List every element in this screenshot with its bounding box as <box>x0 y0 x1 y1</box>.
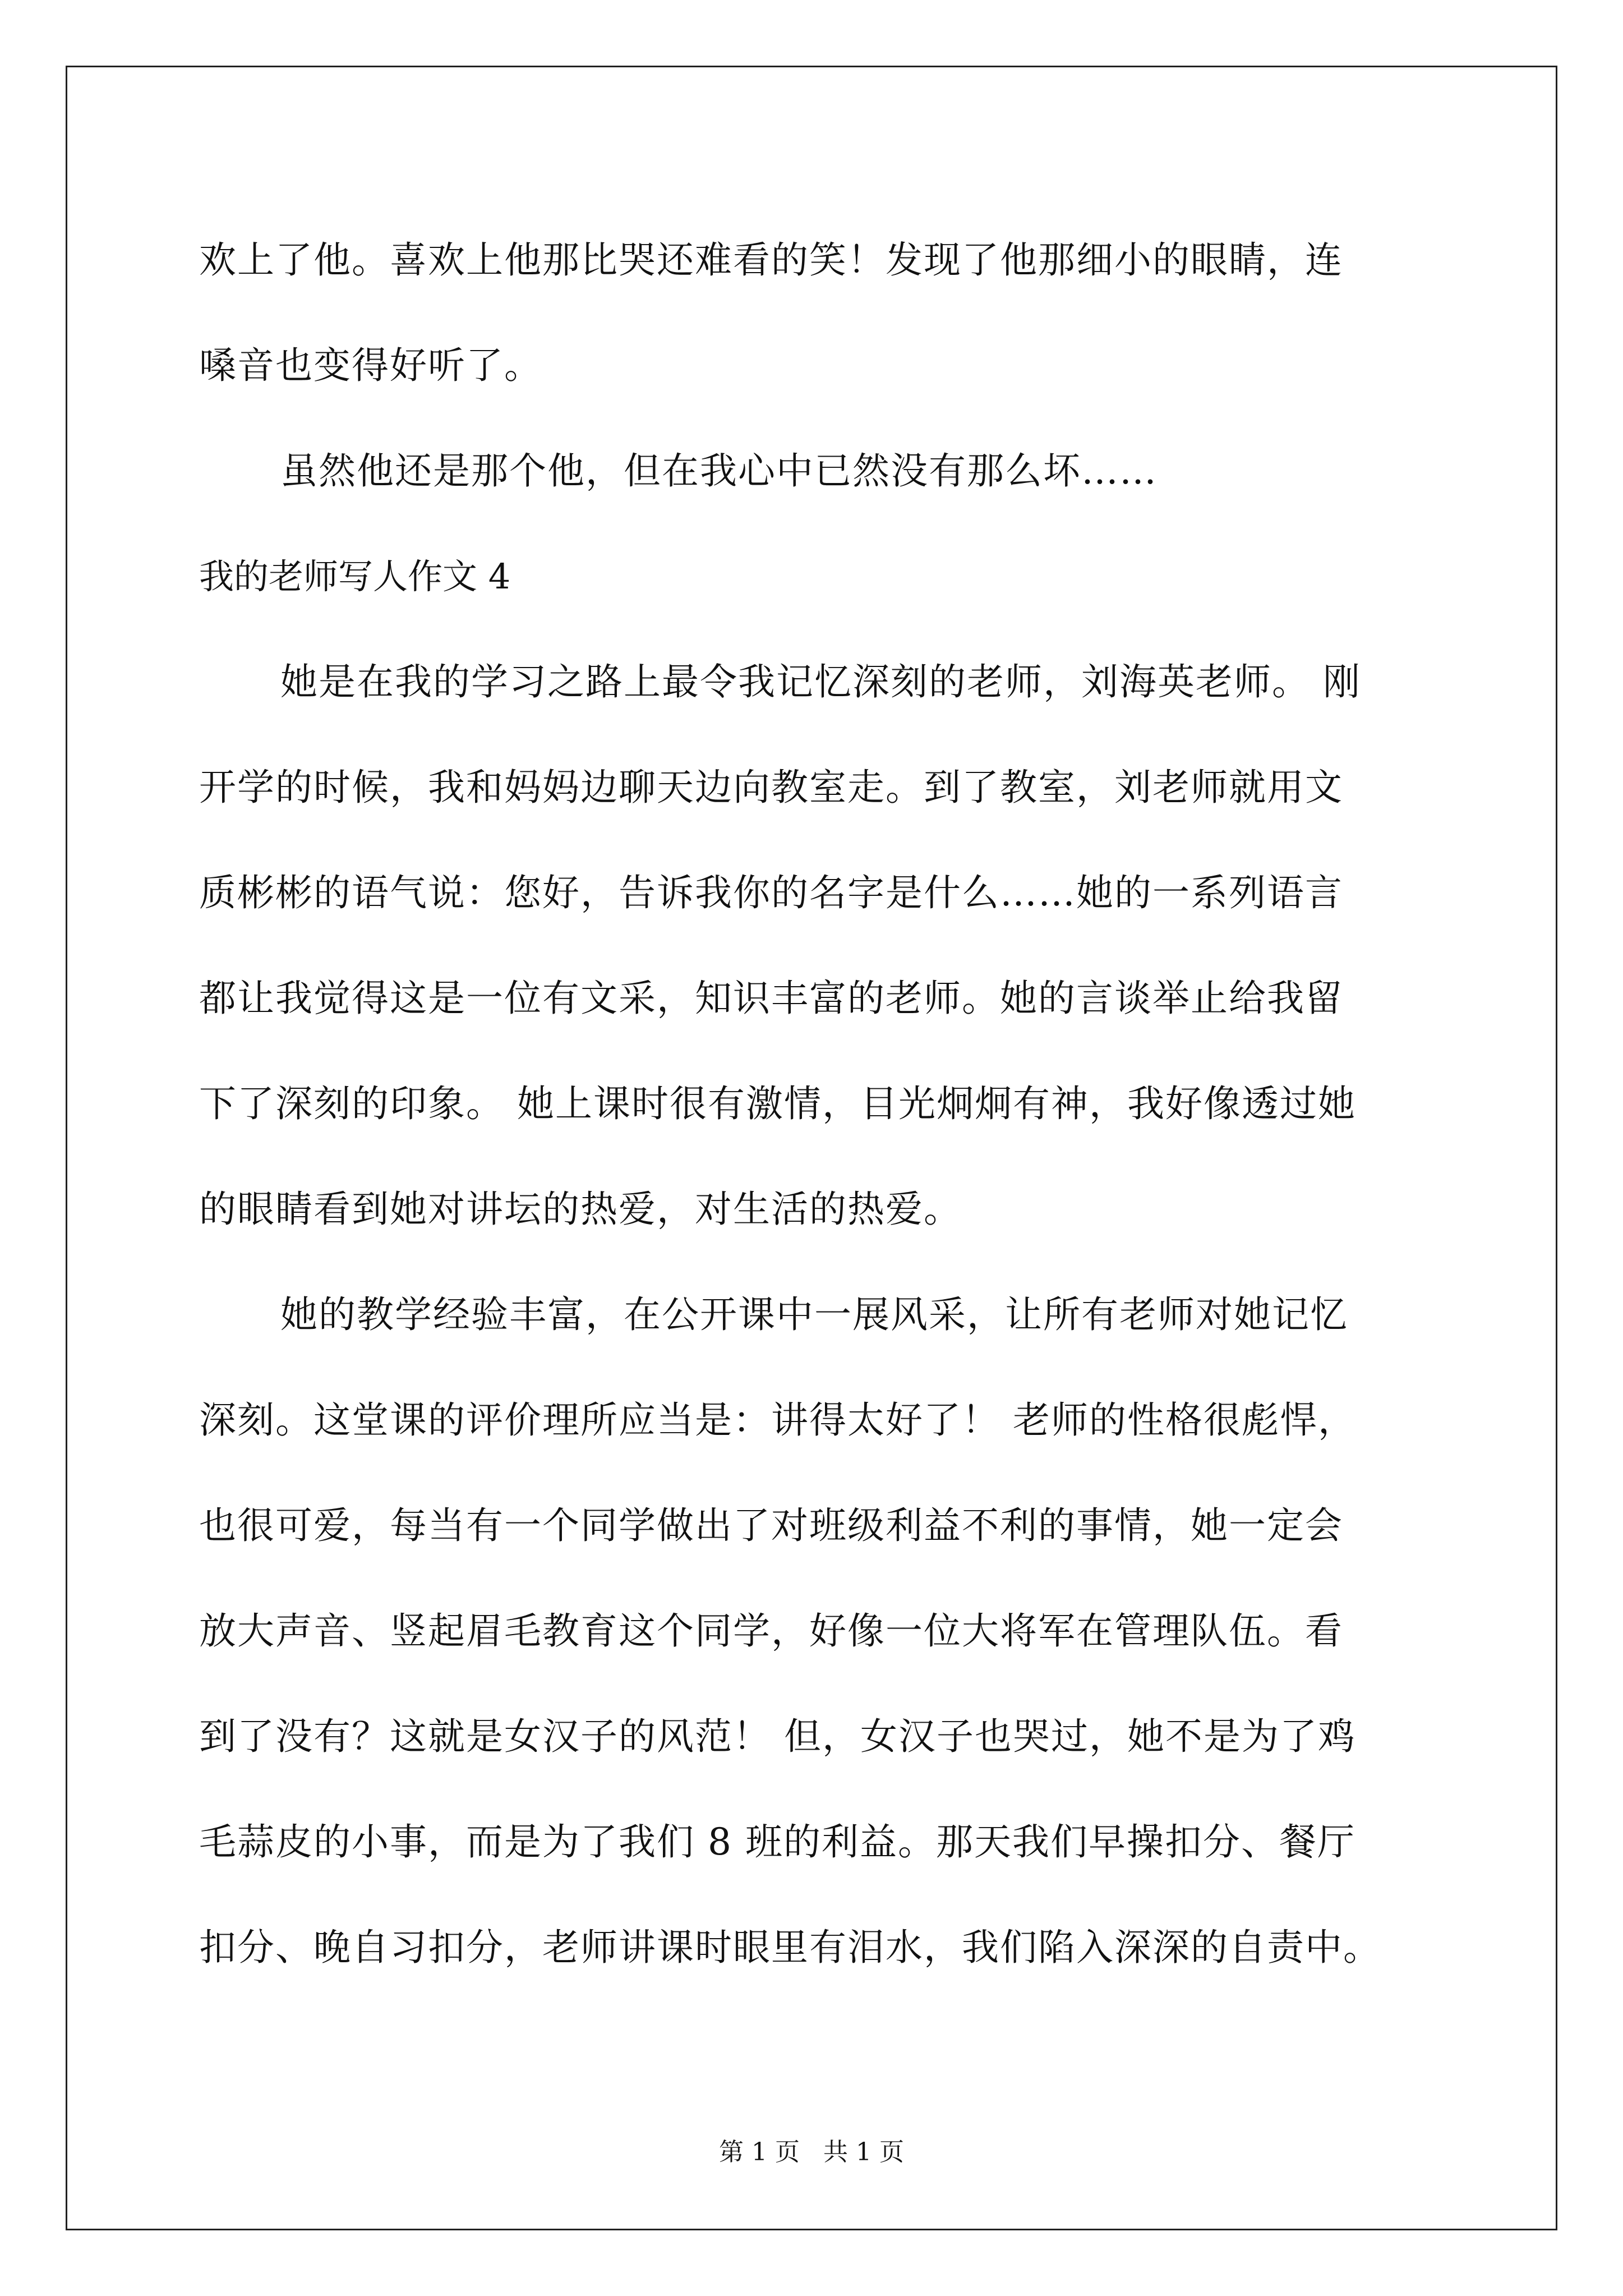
paragraph-line: 嗓音也变得好听了。 <box>199 344 542 387</box>
document-body <box>199 208 1433 2000</box>
paragraph-line: 的眼睛看到她对讲坛的热爱，对生活的热爱。 <box>199 1188 962 1231</box>
page-total: 共 1 页 <box>823 2138 904 2166</box>
paragraph-3 <box>199 629 1433 1262</box>
paragraph-line: 到了没有？这就是女汉子的风范！ 但，女汉子也哭过，她不是为了鸡 <box>199 1715 1356 1758</box>
page-number: 第 1 页 <box>719 2138 800 2166</box>
paragraph-line: 下了深刻的印象。 她上课时很有激情，目光炯炯有神，我好像透过她 <box>199 1082 1356 1125</box>
paragraph-line: 扣分、晚自习扣分，老师讲课时眼里有泪水，我们陷入深深的自责中。 <box>199 1926 1381 1969</box>
paragraph-2 <box>199 418 1433 524</box>
paragraph-line: 都让我觉得这是一位有文采，知识丰富的老师。她的言谈举止给我留 <box>199 977 1343 1020</box>
paragraph-line: 毛蒜皮的小事，而是为了我们 8 班的利益。那天我们早操扣分、餐厅 <box>199 1820 1355 1864</box>
paragraph-1 <box>199 208 1433 418</box>
paragraph-line: 深刻。这堂课的评价理所应当是：讲得太好了！ 老师的性格很彪悍， <box>199 1398 1356 1442</box>
paragraph-line: 也很可爱，每当有一个同学做出了对班级利益不利的事情，她一定会 <box>199 1504 1343 1547</box>
paragraph-line: 开学的时候，我和妈妈边聊天边向教室走。到了教室，刘老师就用文 <box>199 766 1343 809</box>
paragraph-line: 质彬彬的语气说：您好，告诉我你的名字是什么……她的一系列语言 <box>199 871 1343 914</box>
paragraph-line: 欢上了他。喜欢上他那比哭还难看的笑！发现了他那细小的眼睛，连 <box>199 238 1343 282</box>
paragraph-4 <box>199 1262 1433 2000</box>
paragraph-line: 她是在我的学习之路上最令我记忆深刻的老师，刘海英老师。 刚 <box>280 660 1361 703</box>
paragraph-line: 虽然他还是那个他，但在我心中已然没有那么坏…… <box>280 449 1158 493</box>
page-footer <box>0 2132 1623 2168</box>
paragraph-line: 放大声音、竖起眉毛教育这个同学，好像一位大将军在管理队伍。看 <box>199 1609 1343 1653</box>
section-heading: 我的老师写人作文 4 <box>199 556 511 597</box>
paragraph-line: 她的教学经验丰富，在公开课中一展风采，让所有老师对她记忆 <box>280 1293 1348 1336</box>
